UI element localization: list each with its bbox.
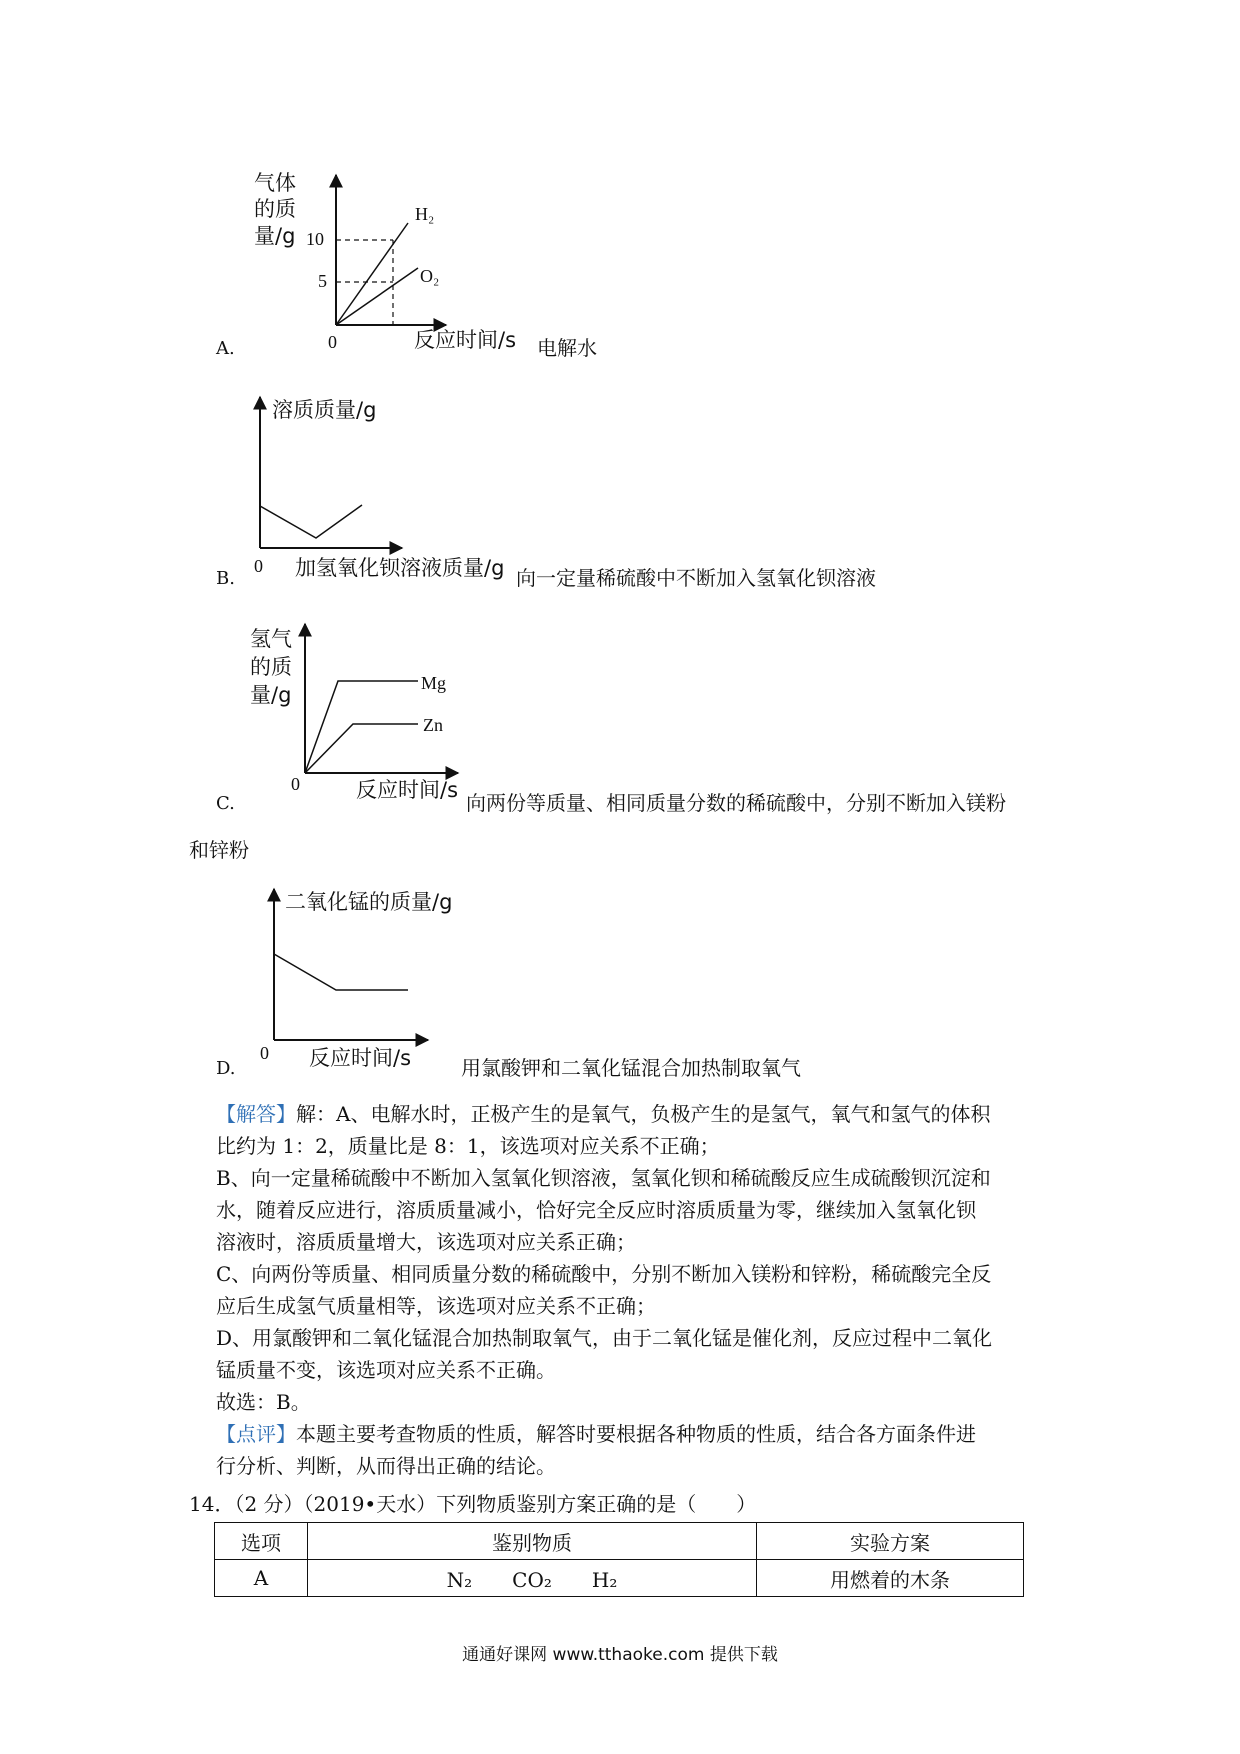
chart-a-xlabel: 反应时间/s bbox=[414, 328, 517, 352]
table-header-cell: 实验方案 bbox=[757, 1523, 1024, 1560]
chart-d-ylabel: 二氧化锰的质量/g bbox=[285, 890, 453, 914]
comment-tag: 【点评】 bbox=[216, 1422, 296, 1446]
comment-line: 【点评】本题主要考查物质的性质，解答时要根据各种物质的性质，结合各方面条件进 bbox=[216, 1422, 976, 1446]
chart-c-origin: 0 bbox=[291, 774, 300, 794]
answer-line: 【解答】解：A、电解水时，正极产生的是氧气，负极产生的是氢气，氧气和氢气的体积 bbox=[216, 1102, 991, 1126]
option-a-label: A. bbox=[216, 338, 235, 359]
answer-tag: 【解答】 bbox=[216, 1102, 296, 1126]
chart-d-xlabel: 反应时间/s bbox=[309, 1046, 412, 1070]
table-cell: N₂ CO₂ H₂ bbox=[308, 1560, 757, 1597]
chart-c-xlabel: 反应时间/s bbox=[356, 778, 459, 802]
table-cell: A bbox=[215, 1560, 308, 1597]
chart-a-series-h2: H₂ bbox=[415, 204, 435, 224]
chart-a-series-o2: O₂ bbox=[420, 266, 440, 286]
chart-c-ylabel-1: 氢气 bbox=[250, 627, 292, 651]
chart-c-ylabel-3: 量/g bbox=[250, 683, 292, 707]
answer-line: 故选：B。 bbox=[216, 1390, 311, 1414]
answer-line: D、用氯酸钾和二氧化锰混合加热制取氧气，由于二氧化锰是催化剂，反应过程中二氧化 bbox=[216, 1326, 993, 1350]
table-header-cell: 选项 bbox=[215, 1523, 308, 1560]
chart-b-xlabel: 加氢氧化钡溶液质量/g bbox=[295, 556, 505, 580]
answer-block bbox=[216, 1098, 992, 1482]
chart-c-series-zn: Zn bbox=[423, 715, 443, 735]
chart-a-ytick-5: 5 bbox=[318, 271, 327, 291]
answer-line: 应后生成氢气质量相等，该选项对应关系不正确； bbox=[216, 1294, 656, 1318]
answer-line: 比约为 1：2，质量比是 8：1，该选项对应关系不正确； bbox=[216, 1134, 720, 1158]
option-c-caption-cont: 和锌粉 bbox=[189, 838, 249, 862]
question-14-table bbox=[214, 1522, 1024, 1597]
answer-line: C、向两份等质量、相同质量分数的稀硫酸中，分别不断加入镁粉和锌粉，稀硫酸完全反 bbox=[216, 1262, 992, 1286]
table-cell: 用燃着的木条 bbox=[757, 1560, 1024, 1597]
chart-b-ylabel: 溶质质量/g bbox=[272, 398, 377, 422]
chart-a-ylabel-2: 的质 bbox=[254, 197, 296, 221]
option-b-label: B. bbox=[216, 568, 235, 589]
option-a-caption: 电解水 bbox=[537, 336, 597, 360]
chart-d-origin: 0 bbox=[260, 1043, 269, 1063]
chart-d-line bbox=[274, 954, 408, 990]
table-header-cell: 鉴别物质 bbox=[308, 1523, 757, 1560]
chart-b-origin: 0 bbox=[254, 556, 263, 576]
table-header-row bbox=[215, 1523, 1024, 1560]
answer-line: 溶液时，溶质质量增大，该选项对应关系正确； bbox=[216, 1230, 636, 1254]
page-footer: 通通好课网 www.tthaoke.com 提供下载 bbox=[462, 1645, 778, 1665]
option-c-label: C. bbox=[216, 793, 235, 814]
question-14-stem: 14．（2 分）（2019•天水）下列物质鉴别方案正确的是（ ） bbox=[189, 1492, 757, 1516]
table-row bbox=[215, 1560, 1024, 1597]
chart-a-origin: 0 bbox=[328, 332, 337, 352]
option-d-caption: 用氯酸钾和二氧化锰混合加热制取氧气 bbox=[461, 1056, 801, 1080]
chart-a-ylabel-1: 气体 bbox=[254, 171, 296, 195]
option-b-caption: 向一定量稀硫酸中不断加入氢氧化钡溶液 bbox=[516, 566, 876, 590]
chart-a-ytick-10: 10 bbox=[306, 229, 324, 249]
chart-a-ylabel-3: 量/g bbox=[254, 224, 296, 248]
answer-line: 锰质量不变，该选项对应关系不正确。 bbox=[216, 1358, 556, 1382]
answer-line: 水，随着反应进行，溶质质量减小，恰好完全反应时溶质质量为零，继续加入氢氧化钡 bbox=[216, 1198, 976, 1222]
option-d-label: D. bbox=[216, 1058, 236, 1079]
chart-c-ylabel-2: 的质 bbox=[250, 655, 292, 679]
comment-line: 行分析、判断，从而得出正确的结论。 bbox=[216, 1454, 556, 1478]
answer-line: B、向一定量稀硫酸中不断加入氢氧化钡溶液，氢氧化钡和稀硫酸反应生成硫酸钡沉淀和 bbox=[216, 1166, 991, 1190]
chart-c-series-mg: Mg bbox=[421, 673, 447, 693]
option-c-caption: 向两份等质量、相同质量分数的稀硫酸中，分别不断加入镁粉 bbox=[466, 791, 1006, 815]
